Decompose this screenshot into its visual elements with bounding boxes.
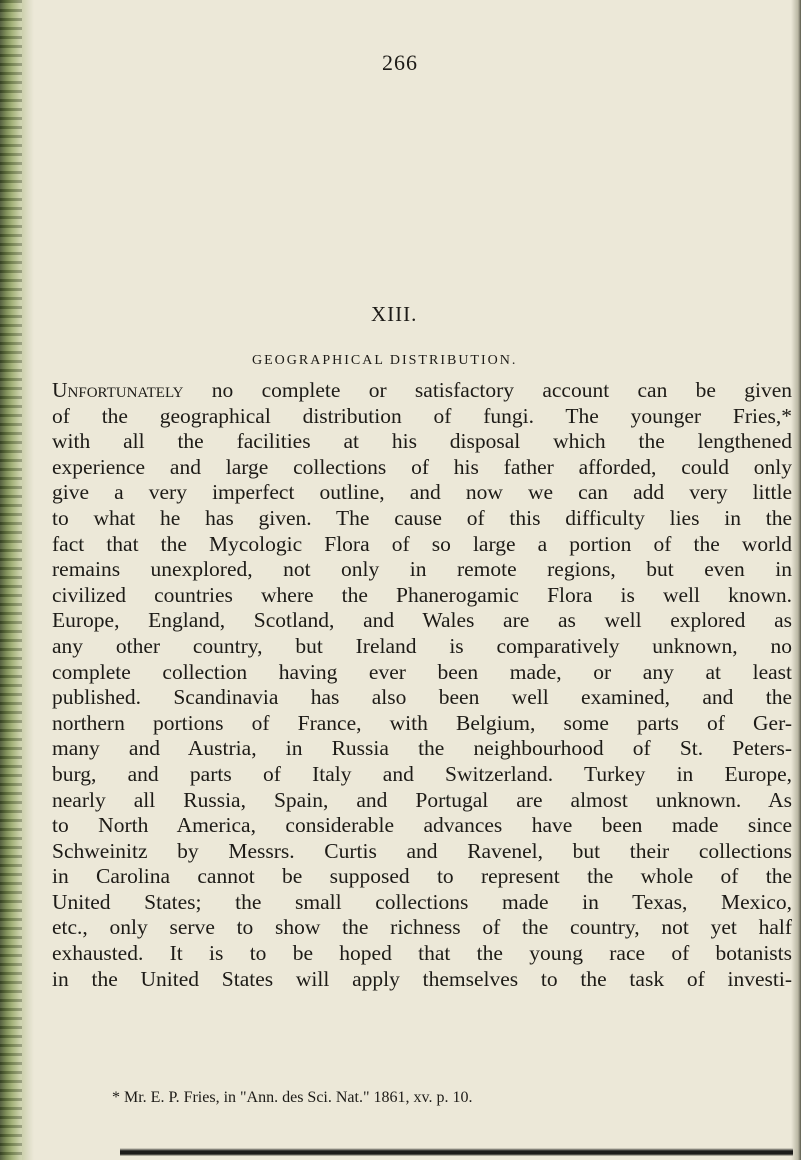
text-line: to what he has given. The cause of this difficulty lies in the [52, 505, 792, 530]
page-number: 266 [382, 50, 418, 75]
text-line: United States; the small collections made in Texas, Mexico, [52, 889, 792, 914]
text-line: of the geographical distribution of fungi. The younger Fries,* [52, 403, 792, 428]
text-line: etc., only serve to show the richness of the country, not yet half [52, 915, 792, 940]
page-bottom-edge [120, 1148, 793, 1156]
text-line: to North America, considerable advances have been made since [52, 813, 792, 838]
text-line: remains unexplored, not only in remote regions, but even in [52, 557, 792, 582]
text-line: nearly all Russia, Spain, and Portugal are almost unknown. As [52, 787, 792, 812]
footnote: * Mr. E. P. Fries, in "Ann. des Sci. Nat." 1861, xv. p. 10. [112, 1089, 473, 1106]
lead-word: Unfortunately [52, 378, 184, 402]
text-line: burg, and parts of Italy and Switzerland. Turkey in Europe, [52, 761, 792, 786]
text-line: exhausted. It is to be hoped that the young race of botanists [52, 941, 792, 966]
text-line: northern portions of France, with Belgium, some parts of Ger- [52, 710, 792, 735]
chapter-title: GEOGRAPHICAL DISTRIBUTION. [252, 353, 518, 368]
text-line: give a very imperfect outline, and now we can add very little [52, 480, 792, 505]
text-line-content: no complete or satisfactory account can be given [183, 378, 792, 402]
chapter-number: XIII. [371, 302, 418, 326]
text-line: in Carolina cannot be supposed to represent the whole of the [52, 864, 792, 889]
text-line: Schweinitz by Messrs. Curtis and Ravenel, but their collections [52, 838, 792, 863]
text-line [52, 378, 792, 404]
text-line: many and Austria, in Russia the neighbourhood of St. Peters- [52, 736, 792, 761]
text-line: fact that the Mycologic Flora of so large a portion of the world [52, 531, 792, 556]
text-line: any other country, but Ireland is comparatively unknown, no [52, 633, 792, 658]
page-right-edge-shadow [791, 0, 801, 1160]
text-line: in the United States will apply themselves to the task of investi- [52, 966, 792, 991]
body-paragraph [52, 378, 792, 992]
text-line: Europe, England, Scotland, and Wales are as well explored as [52, 608, 792, 633]
text-line: complete collection having ever been made, or any at least [52, 659, 792, 684]
binding-texture [0, 0, 22, 1160]
text-line: experience and large collections of his father afforded, could only [52, 454, 792, 479]
text-line: with all the facilities at his disposal which the lengthened [52, 429, 792, 454]
text-line: civilized countries where the Phanerogamic Flora is well known. [52, 582, 792, 607]
text-line: published. Scandinavia has also been well examined, and the [52, 685, 792, 710]
